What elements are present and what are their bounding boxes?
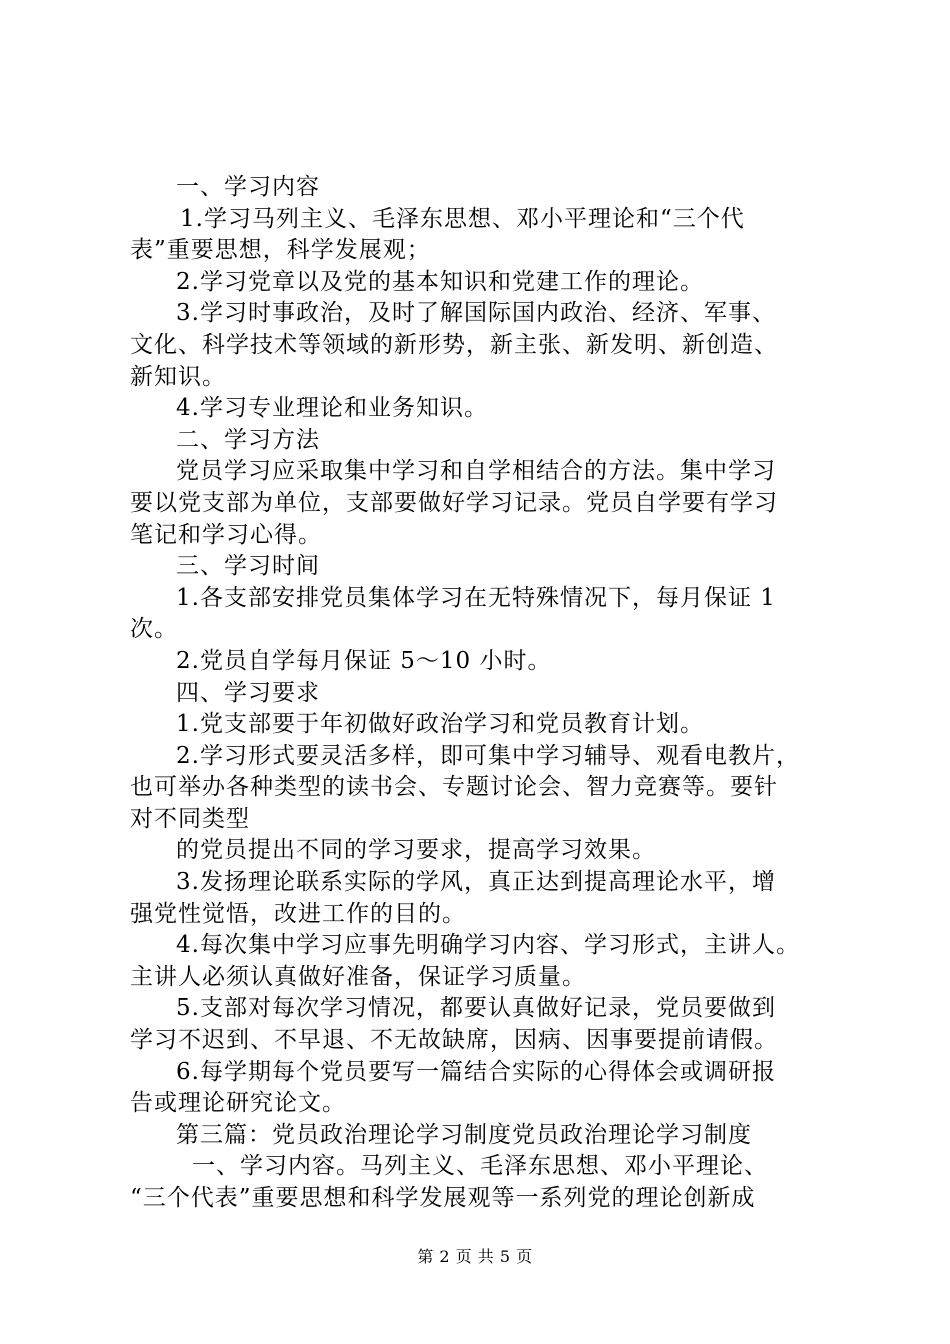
text-line: 一、学习内容。马列主义、毛泽东思想、邓小平理论、 (192, 1153, 768, 1180)
text-line: 1.各支部安排党员集体学习在无特殊情况下，每月保证 1 (176, 584, 776, 611)
text-line: 强党性觉悟，改进工作的目的。 (130, 900, 466, 927)
text-line: 2.党员自学每月保证 5～10 小时。 (176, 647, 552, 674)
text-line: 笔记和学习心得。 (130, 521, 322, 548)
text-line: 3.发扬理论联系实际的学风，真正达到提高理论水平，增 (176, 869, 776, 896)
page-footer: 第 2 页 共 5 页 (417, 1247, 533, 1266)
text-line: 次。 (130, 616, 178, 643)
text-line: 6.每学期每个党员要写一篇结合实际的心得体会或调研报 (176, 1058, 776, 1085)
text-line: 表”重要思想，科学发展观； (130, 237, 431, 264)
text-line: 也可举办各种类型的读书会、专题讨论会、智力竞赛等。要针 (130, 774, 778, 801)
text-line: 第三篇：党员政治理论学习制度党员政治理论学习制度 (176, 1121, 752, 1148)
document-body (130, 172, 840, 1215)
text-line: 学习不迟到、不早退、不无故缺席，因病、因事要提前请假。 (130, 1027, 778, 1054)
text-line: 1.党支部要于年初做好政治学习和党员教育计划。 (176, 711, 704, 738)
text-line: 4.学习专业理论和业务知识。 (176, 395, 488, 422)
text-line: 一、学习内容 (176, 174, 320, 200)
text-line: 4.每次集中学习应事先明确学习内容、学习形式，主讲人。 (176, 932, 800, 959)
text-line: 三、学习时间 (176, 553, 320, 580)
text-line: 文化、科学技术等领域的新形势，新主张、新发明、新创造、 (130, 331, 778, 358)
text-line: 主讲人必须认真做好准备，保证学习质量。 (130, 963, 586, 990)
text-line: 要以党支部为单位，支部要做好学习记录。党员自学要有学习 (130, 489, 778, 516)
text-line: 对不同类型 (130, 805, 250, 832)
text-line: 2.学习形式要灵活多样，即可集中学习辅导、观看电教片， (176, 742, 800, 769)
text-line: 新知识。 (130, 363, 226, 390)
text-line: 3.学习时事政治，及时了解国际国内政治、经济、军事、 (176, 300, 776, 327)
text-line: 1.学习马列主义、毛泽东思想、邓小平理论和“三个代 (180, 205, 745, 232)
text-line: 党员学习应采取集中学习和自学相结合的方法。集中学习 (176, 458, 776, 485)
text-line: 二、学习方法 (176, 426, 320, 453)
text-line: 的党员提出不同的学习要求，提高学习效果。 (176, 837, 656, 864)
text-line: 告或理论研究论文。 (130, 1090, 346, 1117)
text-line: 四、学习要求 (176, 679, 320, 706)
text-line: 2.学习党章以及党的基本知识和党建工作的理论。 (176, 268, 704, 295)
text-line: “三个代表”重要思想和科学发展观等一系列党的理论创新成 (130, 1185, 756, 1211)
text-line: 5.支部对每次学习情况，都要认真做好记录，党员要做到 (176, 995, 776, 1022)
